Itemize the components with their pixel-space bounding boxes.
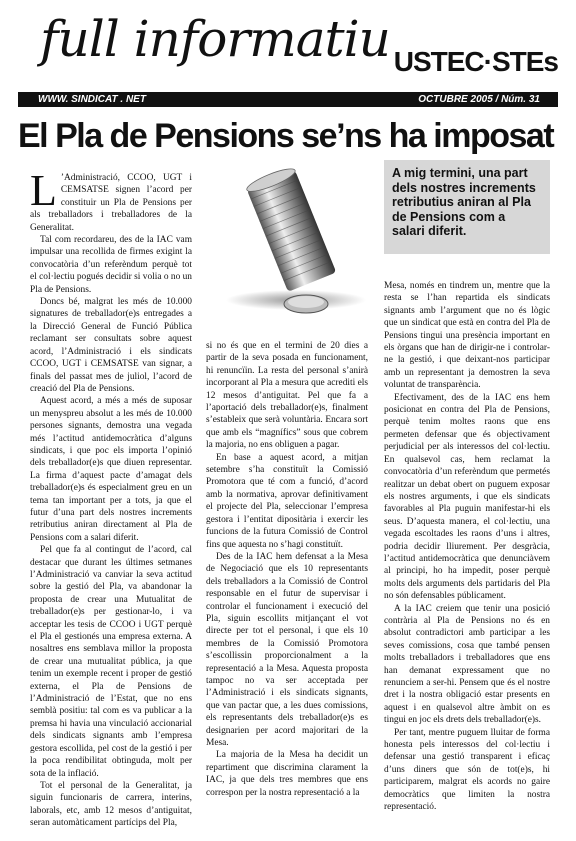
newsletter-title: full informatiu [40,10,390,68]
paragraph: Efectivament, des de la IAC ens hem posicionat en contra del Pla de Pensions, perquè tenim moltes raons que ens permeten defensar que és objectivament perjudicial per als interessos del col·lectiu. En qualsevol cas, hem reclamat la convocatòria d’un referèndum que permetés realitzar un debat obert on puguem exposar els nostres arguments, i que els sindicats favorables al Pla puguin manifestar-hi els seus. D’aquesta manera, el col·lectiu, una vegada escoltades les raons d’uns i altres, podria decidir lliurement. Per desgràcia, l’actitud antidemocràtica que denunciàvem al principi, ho ha impedit, poser perquè molts dels arguments dels partidaris del Pla no són defensables públicament. [384,392,550,602]
paragraph: L ’Administració, CCOO, UGT i CEMSATSE signen l’acord per constituir un Pla de Pensions per als treballadors i treballadores de la Generalitat. [30,172,192,233]
paragraph: Pel que fa al contingut de l’acord, cal destacar que durant les últimes setmanes l’Administració va canviar la seva actitud sobre la gestió del Pla, va abandonar la proposta de crear una Mutualitat de treballador(e)s per gestionar-lo, i va acceptar les tesis de CCOO i UGT perquè el Pla el gestionés una empresa externa. A nosaltres ens semblava millor la proposta de crear una mutualitat pública, ja que tenim un exemple recent i proper de gestió externa, el Pla de Pensions de l’Administració de l’Estat, que no ens semblà positiu: tal com es va publicar a la premsa hi havia una vinculació accionarial dels sindicats signants amb l’empresa gestora escollida, pel cost de la gestió i per la poca rendibilitat obtinguda, molt per sota de la inflació. [30,545,192,779]
paragraph: Doncs bé, malgrat les més de 10.000 signatures de treballador(e)s entregades a la Direcció General de Funció Pública reclamant ser consultats sobre aquest acord, l’Administració i els sindicats CCOO, UGT i CEMSATSE van signar, a finals del passat mes de juliol, l’acord de creació del Pla de Pensions. [30,297,192,394]
paragraph: La majoria de la Mesa ha decidit un repartiment que discrimina clarament la IAC, ja que dels tres membres que ens correspon per la nostra representació a la [206,750,368,798]
column-3 [384,280,550,832]
headline: El Pla de Pensions se’ns ha imposat [18,117,554,155]
paragraph: Tot el personal de la Generalitat, ja siguin funcionaris de carrera, interins, laborals, etc, amb 12 mesos d’antiguitat, seran automàticament partícips del Pla, [30,780,192,829]
website-link[interactable]: WWW. SINDICAT . NET [38,94,146,105]
paragraph: Tal com recordareu, des de la IAC vam impulsar una recollida de firmes exigint la convocatòria d’un referèndum perquè tot el col·lectiu pogués decidir si volia o no un Pla de Pensions. [30,235,192,295]
paragraph: Aquest acord, a més a més de suposar un menyspreu absolut a les més de 10.000 persones signants, demostra una vegada més l’actitud antidemocràtica d’alguns sindicats, i que poc els importa l’opinió dels treballador(e)s que diuen representar. La firma d’aquest pacte d’amagat dels treballador(e)s és especialment greu en un tema tan important per a tots, ja que el futur d’una part dels nostres increments retributius aniran directament al Pla de Pensions com a salari diferit. [30,396,192,543]
callout-box: A mig termini, una part dels nostres increments retributius aniran al Pla de Pensions com a salari diferit. [384,160,550,260]
issue-label: OCTUBRE 2005 / Núm. 31 [418,94,540,105]
info-bar [18,92,558,107]
paragraph: A la IAC creiem que tenir una posició contrària al Pla de Pensions no és en absolut contradictori amb participar a les seves comissions, cosa que també pensen molts treballadors i treballadores que ens han demanat expressament que no renunciem a ser-hi. Pensem que és el nostre dret i la nostra obligació estar presents en aquest i en qualsevol altre àmbit on es tingui en joc els drets dels treballador(e)s. [384,603,550,726]
column-2 [206,340,368,830]
paragraph: Per tant, mentre puguem lluitar de forma honesta pels interessos del col·lectiu i defensar una gestió transparent i eficaç d’uns diners que són de tot(e)s, hi participarem, malgrat els acords no gaire democràtics que limiten la nostra representació. [384,727,550,813]
paragraph: si no és que en el termini de 20 dies a partir de la seva posada en funcionament, hi renuncïin. La resta del personal s’anirà incorporant al Pla a mesura que acrediti els 12 mesos d’antiguitat. Pel que fa a l’aportació dels treballador(e)s, finalment s’estableix que serà voluntària. Encara sort que amb els “magnífics” sous que cobrem la majoria, no ens obliguen a pagar. [206,341,368,451]
paragraph: Des de la IAC hem defensat a la Mesa de Negociació que els 10 representants dels treballadors a la Comissió de Control responsable en el futur de supervisar i controlar el funcionament i execució del Pla, siguin escollits mitjançant el vot directe per tot el personal, i que els 10 membres de la Comissió Promotora s’escollissin proporcionalment a la representació a la Mesa. Aquesta proposta tampoc no va ser acceptada per l’Administració i els sindicats signants, que van pactar que, a les dues comissions, els representants dels treballador(e)s es designarien per acord majoritari de la Mesa. [206,551,368,748]
masthead [18,10,558,90]
brand-logo: USTEC·STEs [393,46,558,77]
column-1 [30,172,192,832]
paragraph: Mesa, només en tindrem un, mentre que la resta se l’han repartida els sindicats signants amb l’argument que no és lògic que un sindicat que està en contra del Pla de Pensions tingui una presència important en els òrgans que han de dirigir-ne i controlar-ne la gestió, i que deixant-nos participar amb un representant ja demostren la seva voluntat de transparència. [384,281,550,391]
drop-cap: L [30,172,57,215]
paragraph: En base a aquest acord, a mitjan setembre s’ha constituït la Comissió Promotora que té com a funció, d’acord amb la normativa, aprovar definitivament el projecte del Pla, seleccionar l’empresa gestora i l’entitat dipositària i exercir les funcions de la futura Comissió de Control fins que aquesta no s’hagi constituït. [206,452,368,550]
coins-photo [206,168,370,334]
